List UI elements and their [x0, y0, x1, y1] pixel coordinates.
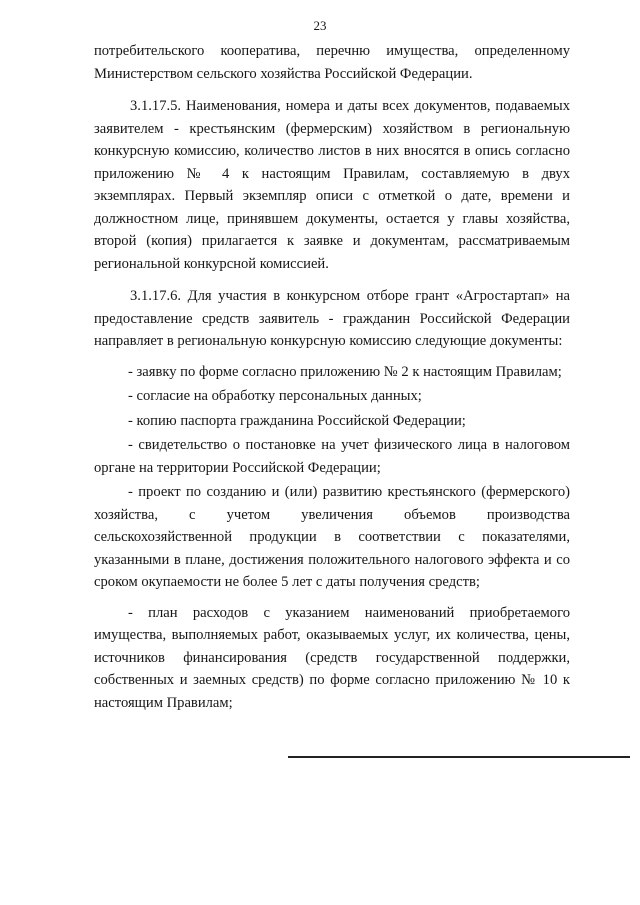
paragraph-3-1-17-6: 3.1.17.6. Для участия в конкурсном отборе грант «Агростартап» на предоставление средств заявитель - гражданин Российской Федерации направляет в региональную конкурсную комиссию следующие документы: — [94, 288, 570, 349]
page-number: 23 — [313, 18, 327, 33]
paragraph-continuation: потребительского кооператива, перечню имущества, определенному Министерством сельского хозяйства Российской Федерации. — [94, 43, 570, 82]
footer-rule — [288, 756, 630, 758]
list-item-application: - заявку по форме согласно приложению № 2 к настоящим Правилам; — [128, 363, 562, 380]
list-item-expense-plan: - план расходов с указанием наименований приобретаемого имущества, выполняемых работ, оказываемых услуг, их количества, цены, источников финансирования (средств государственной поддержки, собственных и заемных средств) по форме согласно приложению № 10 к настоящим Правилам; — [94, 604, 570, 711]
document-body — [94, 40, 570, 714]
paragraph-3-1-17-5: 3.1.17.5. Наименования, номера и даты всех документов, подаваемых заявителем - крестьянским (фермерским) хозяйством в региональную конкурсную комиссию, количество листов в них вносятся в опись согласно приложению № 4 к настоящим Правилам, составляемую в двух экземплярах. Первый экземпляр описи с отметкой о дате, времени и должностном лице, принявшем документы, остается у главы хозяйства, второй (копия) прилагается к заявке и документам, рассматриваемым региональной конкурсной комиссией. — [94, 98, 570, 272]
list-item-consent: - согласие на обработку персональных данных; — [128, 388, 422, 404]
list-item-passport-copy: - копию паспорта гражданина Российской Федерации; — [128, 412, 466, 429]
list-item-project: - проект по созданию и (или) развитию крестьянского (фермерского) хозяйства, с учетом увеличения объемов производства сельскохозяйственной продукции в соответствии с показателями, указанными в плане, достижения положительного налогового эффекта и со сроком окупаемости не более 5 лет с даты получения средств; — [94, 484, 570, 590]
list-item-tax-certificate: - свидетельство о постановке на учет физического лица в налоговом органе на территории Российской Федерации; — [94, 437, 570, 476]
